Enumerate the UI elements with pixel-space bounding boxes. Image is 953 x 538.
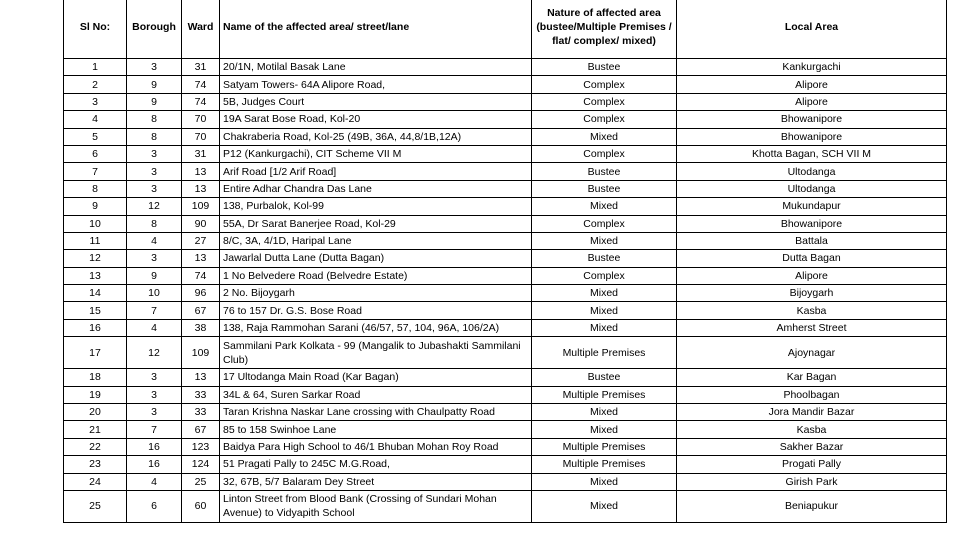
table-row: [64, 337, 947, 369]
table-row: [64, 319, 947, 336]
table-row: [64, 250, 947, 267]
cell-nature: Bustee: [532, 250, 677, 267]
cell-sl-no: 18: [64, 369, 127, 386]
cell-area-name: Entire Adhar Chandra Das Lane: [220, 180, 532, 197]
header-area-name: Name of the affected area/ street/lane: [220, 0, 532, 59]
cell-ward: 109: [182, 337, 220, 369]
cell-local-area: Alipore: [677, 93, 947, 110]
cell-borough: 3: [127, 250, 182, 267]
cell-ward: 74: [182, 267, 220, 284]
cell-ward: 13: [182, 250, 220, 267]
cell-area-name: 138, Raja Rammohan Sarani (46/57, 57, 104, 96A, 106/2A): [220, 319, 532, 336]
cell-area-name: 138, Purbalok, Kol-99: [220, 198, 532, 215]
cell-area-name: Linton Street from Blood Bank (Crossing of Sundari Mohan Avenue) to Vidyapith School: [220, 490, 532, 522]
cell-nature: Multiple Premises: [532, 337, 677, 369]
cell-sl-no: 14: [64, 285, 127, 302]
cell-borough: 12: [127, 198, 182, 215]
cell-local-area: Progati Pally: [677, 456, 947, 473]
table-row: [64, 267, 947, 284]
cell-local-area: Kar Bagan: [677, 369, 947, 386]
table-row: [64, 232, 947, 249]
table-row: [64, 285, 947, 302]
cell-nature: Multiple Premises: [532, 386, 677, 403]
cell-nature: Mixed: [532, 404, 677, 421]
header-borough: Borough: [127, 0, 182, 59]
cell-sl-no: 7: [64, 163, 127, 180]
cell-sl-no: 12: [64, 250, 127, 267]
cell-borough: 8: [127, 111, 182, 128]
cell-borough: 8: [127, 128, 182, 145]
cell-borough: 12: [127, 337, 182, 369]
cell-borough: 16: [127, 438, 182, 455]
cell-nature: Bustee: [532, 59, 677, 76]
cell-ward: 27: [182, 232, 220, 249]
cell-ward: 96: [182, 285, 220, 302]
cell-sl-no: 21: [64, 421, 127, 438]
table-row: [64, 215, 947, 232]
cell-local-area: Bhowanipore: [677, 111, 947, 128]
cell-ward: 13: [182, 163, 220, 180]
cell-ward: 123: [182, 438, 220, 455]
cell-local-area: Alipore: [677, 76, 947, 93]
cell-borough: 3: [127, 145, 182, 162]
cell-local-area: Ultodanga: [677, 163, 947, 180]
header-nature: Nature of affected area (bustee/Multiple Premises / flat/ complex/ mixed): [532, 0, 677, 59]
cell-nature: Multiple Premises: [532, 438, 677, 455]
cell-area-name: 5B, Judges Court: [220, 93, 532, 110]
cell-area-name: Chakraberia Road, Kol-25 (49B, 36A, 44,8/1B,12A): [220, 128, 532, 145]
cell-nature: Mixed: [532, 285, 677, 302]
cell-sl-no: 4: [64, 111, 127, 128]
cell-local-area: Ajoynagar: [677, 337, 947, 369]
cell-sl-no: 9: [64, 198, 127, 215]
cell-sl-no: 22: [64, 438, 127, 455]
cell-ward: 74: [182, 93, 220, 110]
affected-areas-table-container: [63, 0, 946, 523]
cell-area-name: 55A, Dr Sarat Banerjee Road, Kol-29: [220, 215, 532, 232]
cell-nature: Mixed: [532, 232, 677, 249]
cell-local-area: Mukundapur: [677, 198, 947, 215]
cell-nature: Mixed: [532, 319, 677, 336]
cell-borough: 8: [127, 215, 182, 232]
cell-sl-no: 23: [64, 456, 127, 473]
cell-local-area: Battala: [677, 232, 947, 249]
header-sl-no: Sl No:: [64, 0, 127, 59]
cell-local-area: Ultodanga: [677, 180, 947, 197]
cell-area-name: P12 (Kankurgachi), CIT Scheme VII M: [220, 145, 532, 162]
cell-nature: Complex: [532, 93, 677, 110]
cell-local-area: Kankurgachi: [677, 59, 947, 76]
table-body: [64, 59, 947, 523]
cell-nature: Bustee: [532, 369, 677, 386]
cell-ward: 38: [182, 319, 220, 336]
cell-local-area: Bhowanipore: [677, 128, 947, 145]
cell-sl-no: 3: [64, 93, 127, 110]
table-row: [64, 438, 947, 455]
table-row: [64, 163, 947, 180]
cell-borough: 16: [127, 456, 182, 473]
cell-area-name: 85 to 158 Swinhoe Lane: [220, 421, 532, 438]
table-row: [64, 473, 947, 490]
cell-sl-no: 16: [64, 319, 127, 336]
cell-area-name: 20/1N, Motilal Basak Lane: [220, 59, 532, 76]
cell-nature: Complex: [532, 145, 677, 162]
cell-sl-no: 13: [64, 267, 127, 284]
cell-area-name: 1 No Belvedere Road (Belvedre Estate): [220, 267, 532, 284]
cell-ward: 70: [182, 111, 220, 128]
cell-nature: Mixed: [532, 490, 677, 522]
cell-borough: 9: [127, 76, 182, 93]
table-row: [64, 59, 947, 76]
cell-area-name: Arif Road [1/2 Arif Road]: [220, 163, 532, 180]
cell-borough: 7: [127, 421, 182, 438]
cell-sl-no: 6: [64, 145, 127, 162]
cell-borough: 7: [127, 302, 182, 319]
table-row: [64, 456, 947, 473]
cell-ward: 33: [182, 386, 220, 403]
cell-local-area: Kasba: [677, 421, 947, 438]
cell-nature: Bustee: [532, 163, 677, 180]
cell-sl-no: 25: [64, 490, 127, 522]
table-row: [64, 111, 947, 128]
cell-ward: 13: [182, 180, 220, 197]
cell-sl-no: 2: [64, 76, 127, 93]
cell-sl-no: 10: [64, 215, 127, 232]
cell-nature: Complex: [532, 76, 677, 93]
table-row: [64, 421, 947, 438]
cell-borough: 3: [127, 404, 182, 421]
cell-ward: 25: [182, 473, 220, 490]
cell-borough: 3: [127, 59, 182, 76]
cell-area-name: Satyam Towers- 64A Alipore Road,: [220, 76, 532, 93]
cell-sl-no: 15: [64, 302, 127, 319]
cell-nature: Mixed: [532, 198, 677, 215]
table-row: [64, 93, 947, 110]
cell-sl-no: 19: [64, 386, 127, 403]
table-row: [64, 490, 947, 522]
cell-ward: 90: [182, 215, 220, 232]
cell-local-area: Bijoygarh: [677, 285, 947, 302]
cell-ward: 67: [182, 302, 220, 319]
cell-ward: 31: [182, 145, 220, 162]
table-row: [64, 145, 947, 162]
cell-area-name: 17 Ultodanga Main Road (Kar Bagan): [220, 369, 532, 386]
cell-ward: 109: [182, 198, 220, 215]
cell-local-area: Sakher Bazar: [677, 438, 947, 455]
cell-nature: Mixed: [532, 421, 677, 438]
cell-local-area: Kasba: [677, 302, 947, 319]
header-local-area: Local Area: [677, 0, 947, 59]
cell-ward: 124: [182, 456, 220, 473]
cell-nature: Complex: [532, 215, 677, 232]
cell-local-area: Amherst Street: [677, 319, 947, 336]
cell-area-name: 8/C, 3A, 4/1D, Haripal Lane: [220, 232, 532, 249]
cell-sl-no: 17: [64, 337, 127, 369]
cell-ward: 13: [182, 369, 220, 386]
cell-borough: 3: [127, 369, 182, 386]
cell-area-name: Sammilani Park Kolkata - 99 (Mangalik to Jubashakti Sammilani Club): [220, 337, 532, 369]
header-row: [64, 0, 947, 59]
cell-nature: Mixed: [532, 473, 677, 490]
cell-local-area: Jora Mandir Bazar: [677, 404, 947, 421]
cell-local-area: Alipore: [677, 267, 947, 284]
table-row: [64, 369, 947, 386]
header-ward: Ward: [182, 0, 220, 59]
affected-areas-table: [63, 0, 947, 523]
cell-borough: 3: [127, 180, 182, 197]
cell-borough: 10: [127, 285, 182, 302]
cell-area-name: Taran Krishna Naskar Lane crossing with Chaulpatty Road: [220, 404, 532, 421]
cell-ward: 74: [182, 76, 220, 93]
cell-area-name: 51 Pragati Pally to 245C M.G.Road,: [220, 456, 532, 473]
cell-local-area: Dutta Bagan: [677, 250, 947, 267]
cell-sl-no: 8: [64, 180, 127, 197]
cell-local-area: Beniapukur: [677, 490, 947, 522]
cell-sl-no: 24: [64, 473, 127, 490]
table-row: [64, 302, 947, 319]
cell-local-area: Phoolbagan: [677, 386, 947, 403]
cell-ward: 33: [182, 404, 220, 421]
cell-sl-no: 1: [64, 59, 127, 76]
cell-borough: 9: [127, 267, 182, 284]
cell-area-name: 32, 67B, 5/7 Balaram Dey Street: [220, 473, 532, 490]
cell-area-name: 76 to 157 Dr. G.S. Bose Road: [220, 302, 532, 319]
cell-area-name: 2 No. Bijoygarh: [220, 285, 532, 302]
cell-sl-no: 11: [64, 232, 127, 249]
cell-borough: 6: [127, 490, 182, 522]
table-row: [64, 76, 947, 93]
cell-borough: 9: [127, 93, 182, 110]
table-row: [64, 180, 947, 197]
cell-nature: Complex: [532, 111, 677, 128]
cell-area-name: 19A Sarat Bose Road, Kol-20: [220, 111, 532, 128]
cell-area-name: Jawarlal Dutta Lane (Dutta Bagan): [220, 250, 532, 267]
cell-sl-no: 5: [64, 128, 127, 145]
cell-ward: 70: [182, 128, 220, 145]
cell-borough: 4: [127, 232, 182, 249]
cell-local-area: Girish Park: [677, 473, 947, 490]
table-row: [64, 404, 947, 421]
cell-ward: 31: [182, 59, 220, 76]
cell-area-name: 34L & 64, Suren Sarkar Road: [220, 386, 532, 403]
cell-nature: Multiple Premises: [532, 456, 677, 473]
table-row: [64, 386, 947, 403]
cell-borough: 4: [127, 319, 182, 336]
cell-ward: 67: [182, 421, 220, 438]
cell-borough: 3: [127, 163, 182, 180]
cell-local-area: Bhowanipore: [677, 215, 947, 232]
cell-nature: Complex: [532, 267, 677, 284]
cell-local-area: Khotta Bagan, SCH VII M: [677, 145, 947, 162]
cell-ward: 60: [182, 490, 220, 522]
table-row: [64, 198, 947, 215]
cell-nature: Mixed: [532, 302, 677, 319]
table-row: [64, 128, 947, 145]
cell-area-name: Baidya Para High School to 46/1 Bhuban Mohan Roy Road: [220, 438, 532, 455]
cell-borough: 4: [127, 473, 182, 490]
cell-sl-no: 20: [64, 404, 127, 421]
cell-borough: 3: [127, 386, 182, 403]
cell-nature: Bustee: [532, 180, 677, 197]
cell-nature: Mixed: [532, 128, 677, 145]
